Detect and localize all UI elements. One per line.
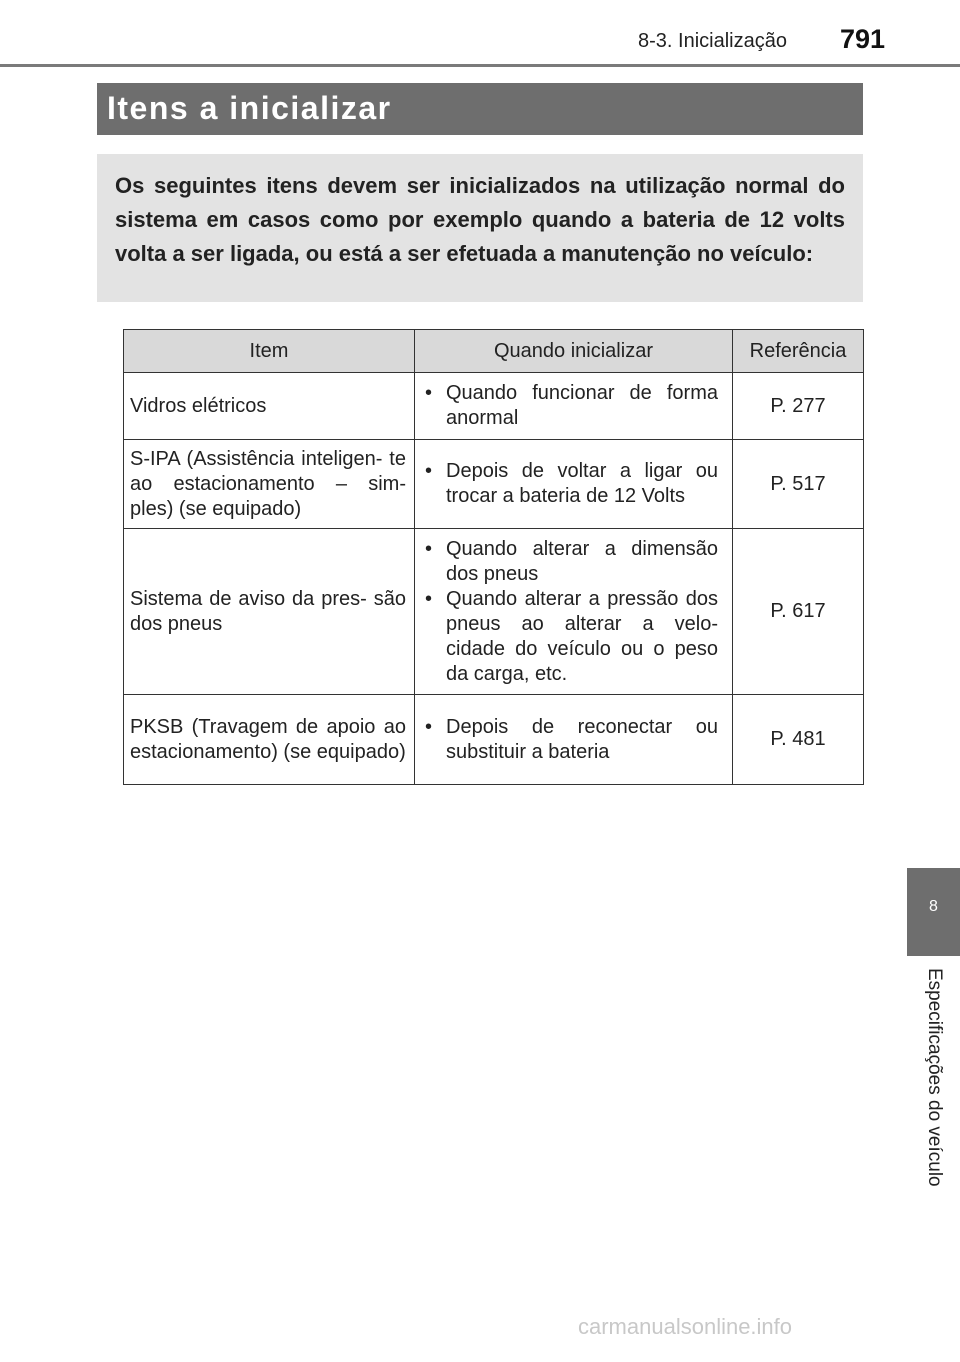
header-section-title: 8-3. Inicialização (638, 30, 787, 52)
reference-cell: P. 617 (733, 529, 864, 695)
intro-box (97, 154, 863, 302)
table-row (124, 373, 864, 440)
bullet-text: Quando funcionar de forma anormal (446, 382, 718, 429)
reference-cell: P. 481 (733, 695, 864, 785)
bullet-text: Depois de reconectar ou substituir a bateria (446, 715, 718, 763)
column-header-reference: Referência (733, 330, 864, 373)
header-divider (0, 64, 960, 67)
bullet-icon: • (425, 460, 433, 482)
bullet-icon: • (425, 382, 433, 404)
chapter-label: Especificações do veículo (924, 968, 945, 1187)
reference-cell: P. 517 (733, 440, 864, 529)
initialization-table (123, 329, 864, 785)
when-cell (415, 373, 733, 440)
table-row (124, 529, 864, 695)
bullet-icon: • (425, 715, 433, 738)
table-row (124, 440, 864, 529)
table-header-row (124, 330, 864, 373)
bullet-item (421, 381, 718, 431)
bullet-item (421, 459, 718, 509)
section-title: Itens a inicializar (107, 90, 392, 126)
bullet-icon: • (425, 587, 433, 610)
item-cell: PKSB (Travagem de apoio ao estacionamento) (se equipado) (124, 695, 415, 785)
chapter-number: 8 (929, 898, 938, 915)
watermark: carmanualsonline.info (578, 1314, 793, 1339)
item-cell: S-IPA (Assistência inteligen- te ao estacionamento – sim- ples) (se equipado) (124, 440, 415, 529)
when-cell (415, 529, 733, 695)
item-cell: Sistema de aviso da pres- são dos pneus (124, 529, 415, 695)
intro-text: Os seguintes itens devem ser inicializados na utilização normal do sistema em casos como por exemplo quando a bateria de 12 volts volta a ser ligada, ou está a ser efetuada a manutenção no veículo: (115, 173, 845, 266)
section-title-bar (97, 83, 863, 135)
bullet-text: Quando alterar a pressão dos pneus ao alterar a velo- cidade do veículo ou o peso da carga, etc. (446, 587, 718, 685)
bullet-item (421, 537, 718, 587)
table-row (124, 695, 864, 785)
reference-cell: P. 277 (733, 373, 864, 440)
column-header-item: Item (124, 330, 415, 373)
when-cell (415, 695, 733, 785)
chapter-tab (907, 868, 960, 956)
bullet-text: Quando alterar a dimensão dos pneus (446, 537, 718, 585)
bullet-item (421, 587, 718, 687)
bullet-text: Depois de voltar a ligar ou trocar a bateria de 12 Volts (446, 460, 718, 507)
item-cell: Vidros elétricos (124, 373, 415, 440)
when-cell (415, 440, 733, 529)
bullet-item (421, 715, 718, 765)
column-header-when: Quando inicializar (415, 330, 733, 373)
page-number: 791 (840, 24, 886, 54)
bullet-icon: • (425, 537, 433, 560)
